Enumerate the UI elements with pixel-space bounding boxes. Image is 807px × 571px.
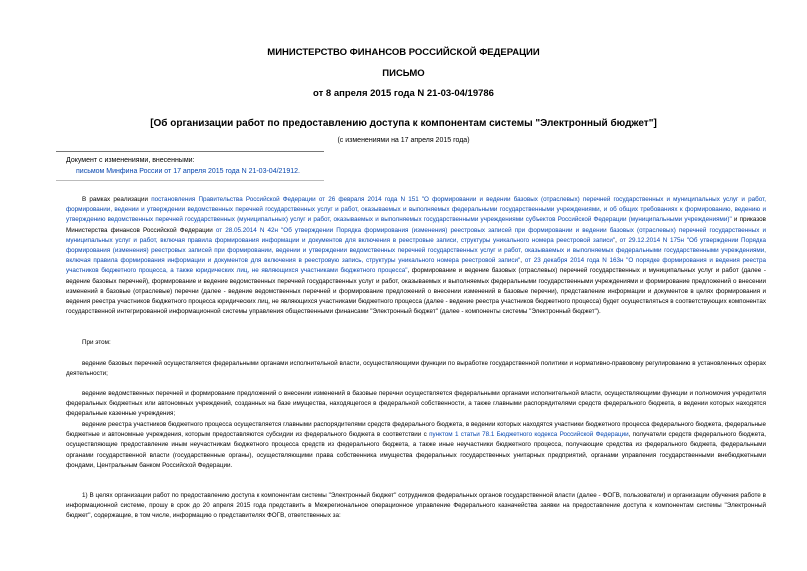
- paragraph-base-lists: ведение базовых перечней осуществляется федеральными органами исполнительной власти, осуществляющими функции по выработке государственной политики и нормативно-правовому регулированию в установленных сферах деятельности;: [66, 360, 766, 378]
- paragraph-registry: [66, 420, 766, 471]
- order-42n-link[interactable]: от 28.05.2014 N 42н "Об утверждении Порядка формирования (изменения) реестровых записей при формировании и ведении базовых (отраслевых) перечней государственных и муниципальных услуг и работ, включая правила формирования информации и документов для включения в реестровые записи, структуры уникального номера реестровой записи": [66, 226, 766, 244]
- doc-change-label: Документ с изменениями, внесенными:: [66, 157, 195, 164]
- subject-heading: [Об организации работ по предоставлению доступа к компонентам системы "Электронный бюджет"]: [150, 118, 657, 129]
- order-163n-link[interactable]: от 23 декабря 2014 года N 163н "О порядке формирования и ведения реестра участников бюджетного процесса, а также юридических лиц, не являющихся участниками бюджетного процесса": [66, 257, 766, 275]
- budget-code-link[interactable]: пунктом 1 статьи 78.1 Бюджетного кодекса Российской Федерации: [429, 431, 629, 439]
- doc-type-heading: ПИСЬМО: [382, 68, 425, 79]
- paragraph-text: , получатели средств федерального бюджета, осуществляющие предоставление иным неучастникам бюджетного процесса средств из федерального бюджета, а также иные неучастники бюджетного процесса, получающие средства из федерального бюджета, федеральными органами государственной власти (государственные органы), осуществляющими права собственника имущества федеральных государственных унитарных предприятий, органами управления государственными внебюджетными фондами, Центральным банком Российской Федерации.: [66, 431, 766, 469]
- divider-bottom: [56, 180, 324, 181]
- paragraph-item-1: 1) В целях организации работ по предоставлению доступа к компонентам системы "Электронный бюджет" сотрудников федеральных органов государственной власти (далее - ФОГВ, пользователи) и организации обучения работе в информационной системе, прошу в срок до 20 апреля 2015 года представить в Межрегиональное операционное управление Федерального казначейства заявки на предоставление доступа к компонентам системы "Электронный бюджет", содержащие, в том числе, информацию о представителях ФОГВ, ответственных за:: [66, 492, 766, 520]
- paragraph-meanwhile: При этом:: [82, 339, 111, 346]
- divider-top: [56, 151, 324, 152]
- paragraph-text: ведение реестра участников бюджетного процесса осуществляется главными распорядителями средств федерального бюджета, в ведении которых находятся участники бюджетного процесса федерального бюджета, федеральные бюджетные и автономные учреждения, которым предоставляются субсидии из федерального бюджета в соответствии с: [66, 421, 766, 439]
- paragraph-text: В рамках реализации: [82, 196, 152, 203]
- paragraph-intro: [66, 195, 766, 317]
- amending-letter-link[interactable]: письмом Минфина России от 17 апреля 2015 года N 21-03-04/21912.: [76, 168, 300, 175]
- doc-change-note: [66, 155, 300, 177]
- paragraph-text: ,: [615, 236, 620, 244]
- amendment-note: (с изменениями на 17 апреля 2015 года): [337, 137, 470, 144]
- resolution-151-link[interactable]: постановления Правительства Российской Федерации от 26 февраля 2014 года N 151 "О формировании и ведении базовых (отраслевых) перечней государственных и муниципальных услуг и работ, формировании, ведении и утверждении ведомственных перечней государственных услуг и работ, оказываемых и выполняемых федеральными государственными учреждениями, и об общих требованиях к формированию, ведению и утверждению ведомственных перечней государственных (муниципальных) услуг и работ, оказываемых и выполняемых государственными учреждениями субъектов Российской Федерации (муниципальными учреждениями)": [66, 196, 766, 224]
- paragraph-text: , формирование и ведение базовых (отраслевых) перечней государственных и муниципальных услуг и работ (далее - ведение базовых перечней), формирование и ведение ведомственных перечней государственных услуг и работ, оказываемых и выполняемых федеральными государственными учреждениями и формирование предложений о внесении изменений в базовые (отраслевые) перечни (далее - ведение ведомственных перечней и формирование предложений о внесении изменений в базовые перечни), представление информации и документов в целях формирования и ведения реестра участников бюджетного процесса юридических лиц, не являющихся участниками бюджетного процесса (далее - ведение реестра участников бюджетного процесса) будет осуществляться в соответствующих компонентах государственной интегрированной информационной системы управления общественными финансами "Электронный бюджет" (далее - компоненты системы "Электронный бюджет").: [66, 267, 766, 316]
- ministry-heading: МИНИСТЕРСТВО ФИНАНСОВ РОССИЙСКОЙ ФЕДЕРАЦИИ: [267, 47, 540, 58]
- paragraph-text: и приказов Министерства финансов Российской Федерации: [66, 216, 767, 234]
- paragraph-dept-lists: ведение ведомственных перечней и формирование предложений о внесении изменений в базовые перечни осуществляется федеральными органами исполнительной власти, осуществляющими функции и полномочия учредителя федеральных бюджетных или автономных учреждений, созданных на базе имущества, находящегося в федеральной собственности, а также главными распорядителями средств федерального бюджета, в ведении которых находятся федеральные казенные учреждения;: [66, 390, 766, 418]
- paragraph-text: ,: [520, 257, 525, 265]
- date-number-heading: от 8 апреля 2015 года N 21-03-04/19786: [313, 88, 494, 99]
- order-175n-link[interactable]: от 29.12.2014 N 175н "Об утверждении Порядка формирования (изменения) реестровых записей при формировании, ведении и утверждении ведомственных перечней государственных услуг и работ, оказываемых и выполняемых федеральными государственными учреждениями, включая правила формирования информации и документов для включения в реестровую запись, структуры уникального номера реестровой записи": [66, 236, 766, 265]
